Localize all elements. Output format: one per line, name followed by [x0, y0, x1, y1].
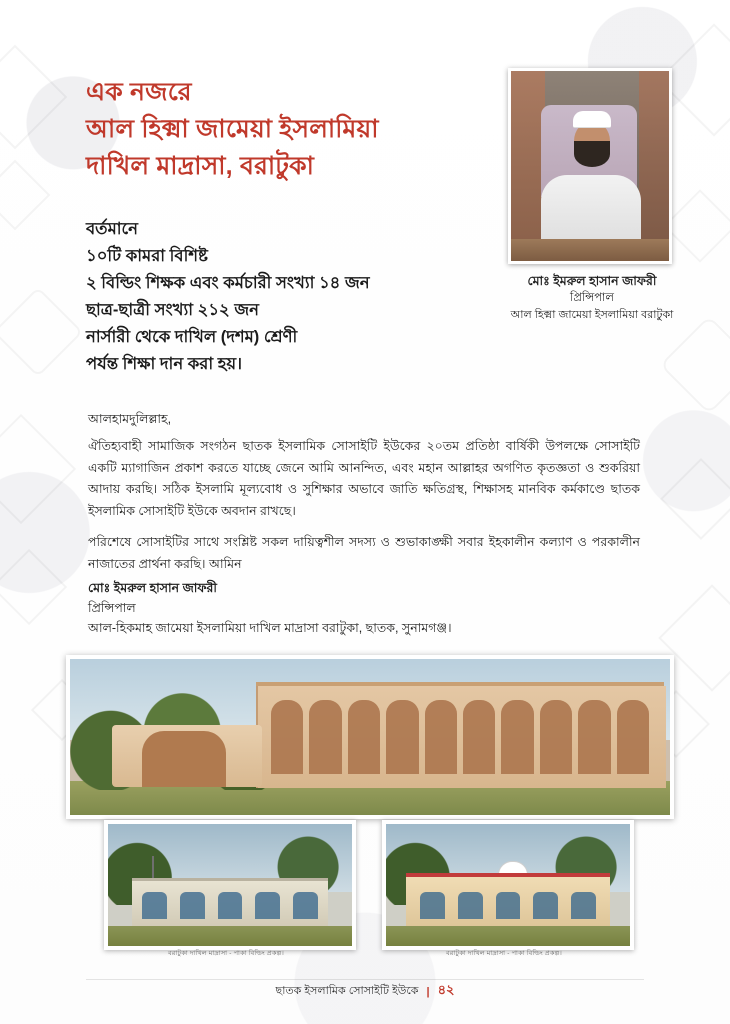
message-paragraph-1: ঐতিহ্যবাহী সামাজিক সংগঠন ছাতক ইসলামিক সোসাইটি ইউকের ২০তম প্রতিষ্ঠা বার্ষিকী উপলক্ষে সোসাইটি একটি ম্যাগাজিন প্রকাশ করতে যাচ্ছে জেনে আমি আনন্দিত, এবং মহান আল্লাহর অগণিত কৃতজ্ঞতা ও শুকরিয়া আদায় করছি। সঠিক ইসলামি মূল্যবোধ ও সুশিক্ষার অভাবে জাতি ক্ষতিগ্রস্থ, শিক্ষাসহ মানবিক কর্মকাণ্ডে ছাতক ইসলামিক সোসাইটি ইউকে অবদান রাখছে।: [88, 439, 640, 518]
title-line-2: আল হিক্মা জামেয়া ইসলামিয়া: [86, 115, 379, 143]
portrait-image: [511, 71, 669, 261]
message-salutation: আলহামদুলিল্লাহ,: [88, 412, 172, 426]
prayer-cap-icon: [573, 111, 611, 128]
portrait-desk: [511, 239, 669, 261]
arch: [425, 700, 457, 775]
footer-separator: |: [426, 985, 430, 998]
photo-ground: [108, 926, 352, 946]
portrait-caption-institution: আল হিক্মা জামেয়া ইসলামিয়া বরাটুকা: [510, 309, 674, 321]
arch: [386, 700, 418, 775]
arch: [463, 700, 495, 775]
photo-caption-right: বরাটুকা দাখিল মাদ্রাসা - পাকা বিল্ডিং প্রকল্প।: [445, 950, 563, 957]
fact-line-1: বর্তমানে: [86, 220, 138, 238]
secondary-building-photo: [104, 820, 356, 950]
portrait-caption-name: মোঃ ইমরুল হাসান জাফরী: [527, 274, 657, 288]
photo-arcade: [268, 700, 652, 775]
fact-line-6: পর্যন্ত শিক্ষা দান করা হয়।: [86, 355, 243, 373]
title-line-3: দাখিল মাদ্রাসা, বরাটুকা: [86, 152, 315, 180]
arch: [271, 700, 303, 775]
photo-ground: [386, 926, 630, 946]
photo-windows: [142, 892, 318, 919]
portrait-caption-role: প্রিন্সিপাল: [570, 292, 614, 304]
message-body: [88, 408, 640, 585]
footer-divider: [86, 979, 644, 980]
fact-line-2: ১০টি কামরা বিশিষ্ট: [86, 247, 208, 265]
photo-windows: [420, 892, 596, 919]
page-footer: [0, 981, 730, 1002]
window: [496, 892, 521, 919]
fact-line-5: নার্সারী থেকে দাখিল (দশম) শ্রেণী: [86, 328, 298, 346]
portrait-backdrop-left: [511, 71, 545, 261]
window: [571, 892, 596, 919]
footer-text: ছাতক ইসলামিক সোসাইটি ইউকে: [275, 985, 419, 997]
portrait-beard: [574, 141, 610, 167]
title-line-1: এক নজরে: [86, 78, 192, 106]
signature-block: [88, 578, 640, 638]
main-building-photo: [66, 655, 674, 819]
arch: [348, 700, 380, 775]
photo-gate: [142, 731, 226, 787]
page-title: [86, 74, 456, 185]
fact-line-4: ছাত্র-ছাত্রী সংখ্যা ২১২ জন: [86, 301, 259, 319]
arch: [578, 700, 610, 775]
window: [255, 892, 280, 919]
window: [458, 892, 483, 919]
message-paragraph-2: পরিশেষে সোসাইটির সাথে সংশ্লিষ্ট সকল দায়িত্বশীল সদস্য ও শুভাকাঙ্ক্ষী সবার ইহকালীন কল্যাণ ও পরকালীন নাজাতের প্রার্থনা করছি। আমিন: [88, 535, 640, 571]
principal-portrait: [508, 68, 672, 264]
photo-caption-left: বরাটুকা দাখিল মাদ্রাসা - পাকা বিল্ডিং প্রকল্প।: [167, 950, 285, 957]
mosque-building-photo: [382, 820, 634, 950]
window: [142, 892, 167, 919]
portrait-backdrop-right: [639, 71, 669, 261]
window: [293, 892, 318, 919]
window: [180, 892, 205, 919]
page-number: ৪২: [437, 982, 455, 997]
arch: [540, 700, 572, 775]
signature-role: প্রিন্সিপাল: [88, 601, 136, 615]
window: [533, 892, 558, 919]
arch: [617, 700, 649, 775]
signature-institution: আল-হিকমাহ জামেয়া ইসলামিয়া দাখিল মাদ্রাসা বরাটুকা, ছাতক, সুনামগঞ্জ।: [88, 621, 452, 635]
arch: [501, 700, 533, 775]
signature-name: মোঃ ইমরুল হাসান জাফরী: [88, 581, 217, 595]
window: [420, 892, 445, 919]
portrait-caption: [492, 272, 692, 324]
arch: [309, 700, 341, 775]
fact-line-3: ২ বিল্ডিং শিক্ষক এবং কর্মচারী সংখ্যা ১৪ জন: [86, 274, 370, 292]
window: [218, 892, 243, 919]
institution-facts: [86, 216, 486, 378]
